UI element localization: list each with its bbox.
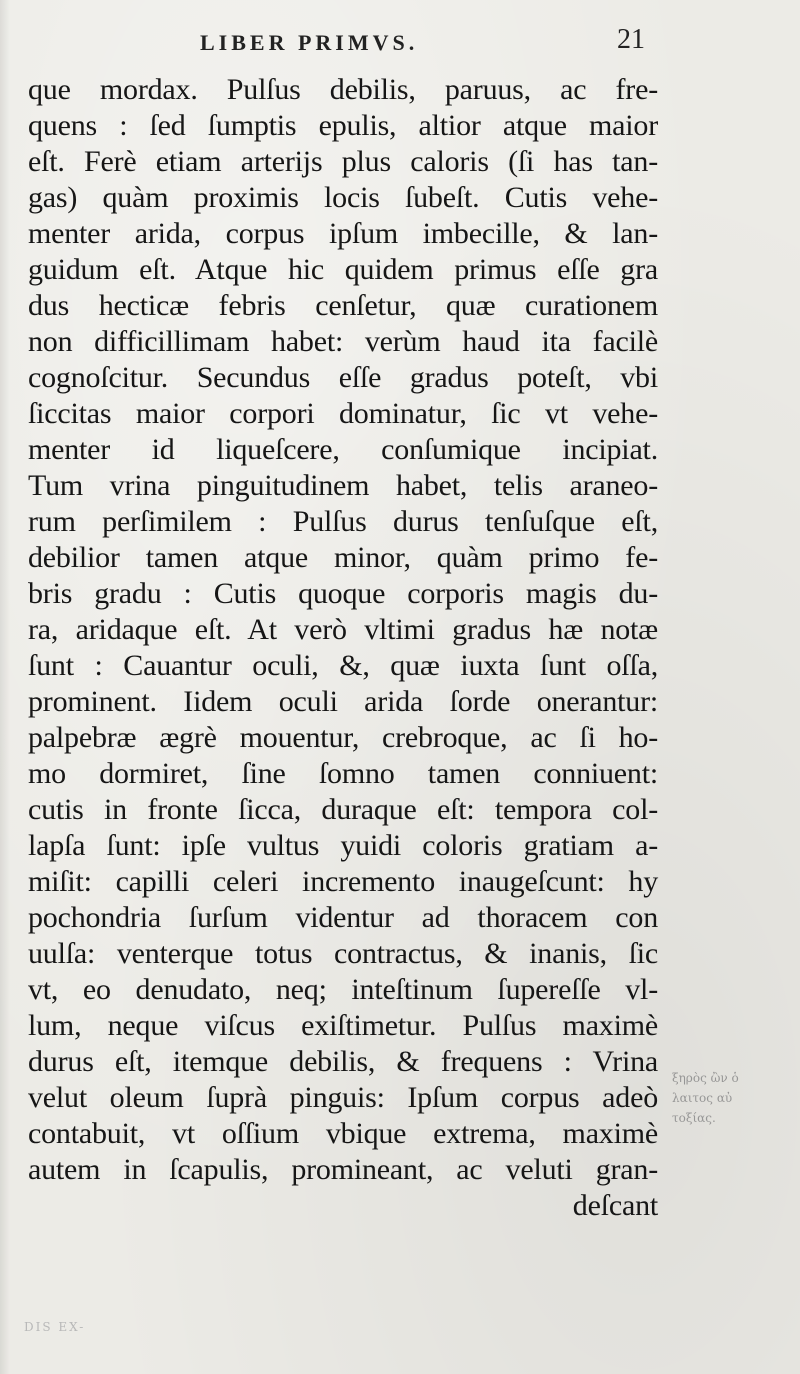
text-line: ra, aridaque eſt. At verò vltimi gradus hæ notæ	[28, 613, 658, 646]
text-line: debilior tamen atque minor, quàm primo fe-	[28, 541, 658, 574]
text-line: quens : ſed ſumptis epulis, altior atque maior	[28, 109, 658, 142]
text-line: autem in ſcapulis, promineant, ac veluti gran-	[28, 1153, 658, 1186]
page-number: 21	[617, 24, 645, 55]
text-line: non difficillimam habet: verùm haud ita facilè	[28, 325, 658, 358]
text-line: prominent. Iidem oculi arida ſorde onerantur:	[28, 685, 658, 718]
text-line: gas) quàm proximis locis ſubeſt. Cutis vehe-	[28, 181, 658, 214]
text-line: rum perſimilem : Pulſus durus tenſuſque eſt,	[28, 505, 658, 538]
text-line: miſit: capilli celeri incremento inaugeſcunt: hy	[28, 865, 658, 898]
text-line: lapſa ſunt: ipſe vultus yuidi coloris gratiam a-	[28, 829, 658, 862]
body-text	[28, 72, 658, 1224]
text-line: uulſa: venterque totus contractus, & inanis, ſic	[28, 937, 658, 970]
text-line: cognoſcitur. Secundus eſſe gradus poteſt, vbi	[28, 361, 658, 394]
text-line: ſunt : Cauantur oculi, &, quæ iuxta ſunt oſſa,	[28, 649, 658, 682]
text-line: menter arida, corpus ipſum imbecille, & lan-	[28, 217, 658, 250]
text-line: velut oleum ſuprà pinguis: Ipſum corpus adeò	[28, 1081, 658, 1114]
text-line: menter id liqueſcere, conſumique incipiat.	[28, 433, 658, 466]
page-header	[0, 18, 800, 58]
marginal-note-line: ξηρὸς ὢν ὁ	[672, 1071, 739, 1085]
text-line: mo dormiret, ſine ſomno tamen conniuent:	[28, 757, 658, 790]
text-line: contabuit, vt oſſium vbique extrema, maximè	[28, 1117, 658, 1150]
marginal-note	[672, 1068, 792, 1128]
text-line: que mordax. Pulſus debilis, paruus, ac fre-	[28, 73, 658, 106]
marginal-note-line: λαιτος αὐ	[672, 1091, 733, 1105]
page-gutter-shadow	[0, 0, 10, 1374]
text-line: guidum eſt. Atque hic quidem primus eſſe gra	[28, 253, 658, 286]
text-line: pochondria ſurſum videntur ad thoracem con	[28, 901, 658, 934]
catchword: deſcant	[572, 1189, 658, 1222]
running-head: LIBER PRIMVS.	[200, 30, 419, 55]
text-line: dus hecticæ febris cenſetur, quæ curationem	[28, 289, 658, 322]
bottom-margin-mark: DIS EX-	[24, 1320, 86, 1334]
text-line: Tum vrina pinguitudinem habet, telis araneo-	[28, 469, 658, 502]
text-line: bris gradu : Cutis quoque corporis magis du-	[28, 577, 658, 610]
text-line: palpebræ ægrè mouentur, crebroque, ac ſi ho-	[28, 721, 658, 754]
marginal-note-line: τοξίας.	[672, 1111, 716, 1125]
text-line: ſiccitas maior corpori dominatur, ſic vt vehe-	[28, 397, 658, 430]
text-line: vt, eo denudato, neq; inteſtinum ſupereſſe vl-	[28, 973, 658, 1006]
text-line: eſt. Ferè etiam arterijs plus caloris (ſi has tan-	[28, 145, 658, 178]
text-line: lum, neque viſcus exiſtimetur. Pulſus maximè	[28, 1009, 658, 1042]
text-line: cutis in fronte ſicca, duraque eſt: tempora col-	[28, 793, 658, 826]
text-line: durus eſt, itemque debilis, & frequens : Vrina	[28, 1045, 658, 1078]
